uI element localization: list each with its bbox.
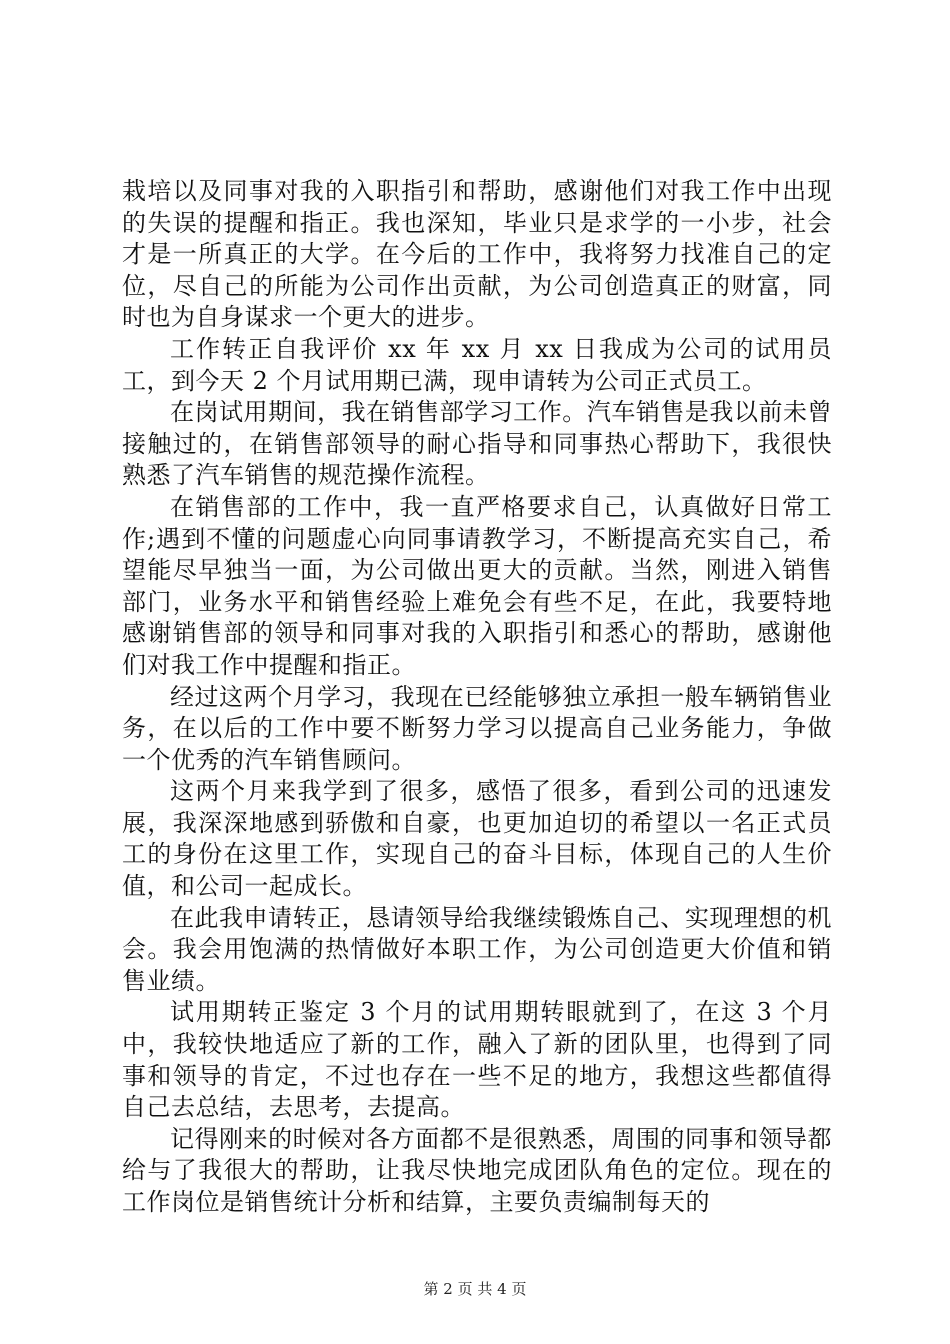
paragraph-7: 在此我申请转正，恳请领导给我继续锻炼自己、实现理想的机会。我会用饱满的热情做好本职工作，为公司创造更大价值和销售业绩。 xyxy=(122,903,832,995)
paragraph-8: 试用期转正鉴定 3 个月的试用期转眼就到了，在这 3 个月中，我较快地适应了新的工作，融入了新的团队里，也得到了同事和领导的肯定，不过也存在一些不足的地方，我想这些都值得自己去总结，去思考，去提高。 xyxy=(122,998,832,1122)
paragraph-2: 工作转正自我评价 xx 年 xx 月 xx 日我成为公司的试用员工，到今天 2 个月试用期已满，现申请转为公司正式员工。 xyxy=(122,334,832,395)
paragraph-3: 在岗试用期间，我在销售部学习工作。汽车销售是我以前未曾接触过的，在销售部领导的耐心指导和同事热心帮助下，我很快熟悉了汽车销售的规范操作流程。 xyxy=(122,398,832,490)
paragraph-4: 在销售部的工作中，我一直严格要求自己，认真做好日常工作;遇到不懂的问题虚心向同事请教学习，不断提高充实自己，希望能尽早独当一面，为公司做出更大的贡献。当然，刚进入销售部门，业务水平和销售经验上难免会有些不足，在此，我要特地感谢销售部的领导和同事对我的入职指引和悉心的帮助，感谢他们对我工作中提醒和指正。 xyxy=(122,492,832,679)
document-body xyxy=(122,176,832,1219)
paragraph-6: 这两个月来我学到了很多，感悟了很多，看到公司的迅速发展，我深深地感到骄傲和自豪，也更加迫切的希望以一名正式员工的身份在这里工作，实现自己的奋斗目标，体现自己的人生价值，和公司一起成长。 xyxy=(122,777,832,901)
page-footer: 第 2 页 共 4 页 xyxy=(423,1280,527,1298)
paragraph-9: 记得刚来的时候对各方面都不是很熟悉，周围的同事和领导都给与了我很大的帮助，让我尽快地完成团队角色的定位。现在的工作岗位是销售统计分析和结算，主要负责编制每天的 xyxy=(122,1124,832,1216)
paragraph-1: 栽培以及同事对我的入职指引和帮助，感谢他们对我工作中出现的失误的提醒和指正。我也深知，毕业只是求学的一小步，社会才是一所真正的大学。在今后的工作中，我将努力找准自己的定位，尽自己的所能为公司作出贡献，为公司创造真正的财富，同时也为自身谋求一个更大的进步。 xyxy=(122,177,832,332)
paragraph-5: 经过这两个月学习，我现在已经能够独立承担一般车辆销售业务，在以后的工作中要不断努力学习以提高自己业务能力，争做一个优秀的汽车销售顾问。 xyxy=(122,682,832,774)
